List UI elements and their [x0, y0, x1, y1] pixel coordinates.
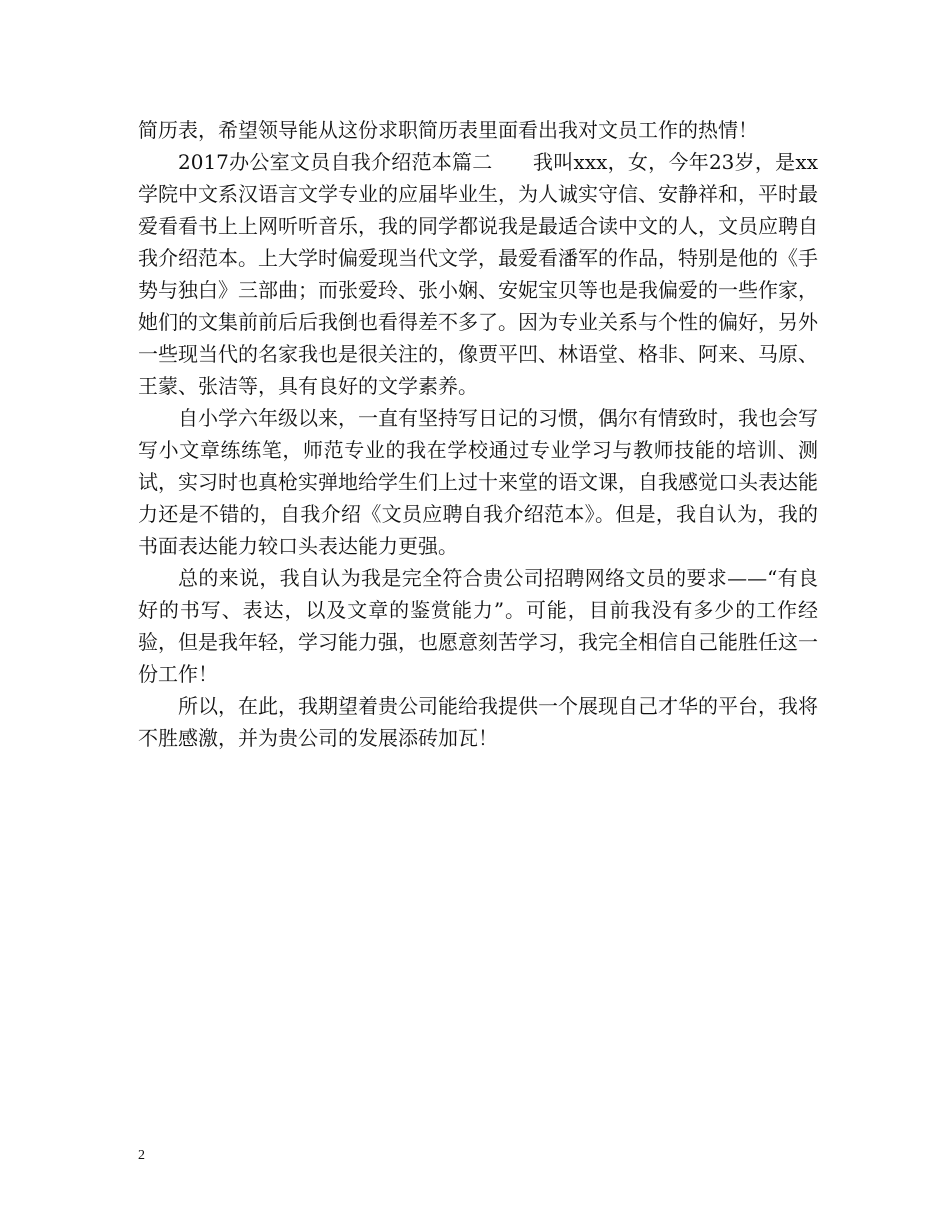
paragraph-closing: 所以，在此，我期望着贵公司能给我提供一个展现自己才华的平台，我将不胜感激，并为贵公司的发展添砖加瓦！: [138, 694, 818, 750]
paragraph-self-introduction: 2017办公室文员自我介绍范本篇二 我叫xxx，女，今年23岁，是xx学院中文系汉语言文学专业的应届毕业生，为人诚实守信、安静祥和，平时最爱看看书上上网听听音乐，我的同学都说我是最适合读中文的人，文员应聘自我介绍范本。上大学时偏爱现当代文学，最爱看潘军的作品，特别是他的《手势与独白》三部曲；而张爱玲、张小娴、安妮宝贝等也是我偏爱的一些作家，她们的文集前前后后我倒也看得差不多了。因为专业关系与个性的偏好，另外一些现当代的名家我也是很关注的，像贾平凹、林语堂、格非、阿来、马原、王蒙、张洁等，具有良好的文学素养。: [138, 150, 818, 398]
document-body: [138, 114, 818, 754]
paragraph-writing-experience: 自小学六年级以来，一直有坚持写日记的习惯，偶尔有情致时，我也会写写小文章练练笔，师范专业的我在学校通过专业学习与教师技能的培训、测试，实习时也真枪实弹地给学生们上过十来堂的语文课，自我感觉口头表达能力还是不错的，自我介绍《文员应聘自我介绍范本》。但是，我自认为，我的书面表达能力较口头表达能力更强。: [138, 406, 818, 558]
paragraph-continuation: 简历表，希望领导能从这份求职简历表里面看出我对文员工作的热情！: [138, 118, 758, 142]
paragraph-qualification-summary: 总的来说，我自认为我是完全符合贵公司招聘网络文员的要求——“有良好的书写、表达，以及文章的鉴赏能力”。可能，目前我没有多少的工作经验，但是我年轻，学习能力强，也愿意刻苦学习，我完全相信自己能胜任这一份工作！: [138, 566, 818, 686]
page-number: 2: [138, 1148, 145, 1163]
